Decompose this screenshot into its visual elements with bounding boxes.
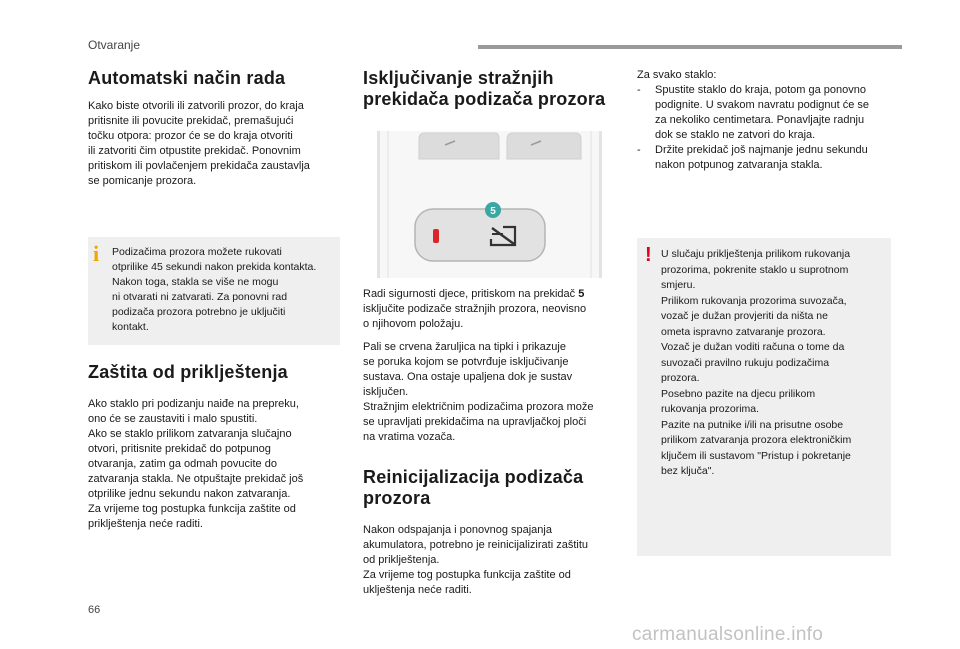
anti-pinch-text: Ako staklo pri podizanju naiđe na prepreku, ono će se zaustaviti i malo spustiti. Ako se staklo prilikom zatvaranja slučajno otvori, pritisnite prekidač do potpunog otvaranja, zatim ga odmah povucite do zatvaranja stakla. Ne otpuštajte prekidač još otprilike jednu sekundu nakon zatvaranja. Za vrijeme tog postupka funkcija zaštite od priklještenja neće raditi. bbox=[88, 398, 304, 530]
rear-window-switch-illustration bbox=[367, 131, 612, 278]
window-switch-front-left bbox=[419, 133, 499, 159]
child-lock-indicator-lamp bbox=[433, 229, 439, 243]
automatic-mode-text: Kako biste otvorili ili zatvorili prozor, do kraja pritisnite ili povucite prekidač, premašujući točku otpora: prozor će se do kraja otvoriti ili zatvoriti čim otpustite prekidač. Ponovnim pritiskom ili povlačenjem prekidača zaustavlja se pomicanje prozora. bbox=[88, 100, 310, 187]
heading-reinitialization: Reinicijalizacija podizača prozora bbox=[363, 467, 584, 508]
column-right bbox=[637, 68, 891, 556]
heading-automatic-mode: Automatski način rada bbox=[88, 68, 286, 88]
reinitialization-text: Nakon odspajanja i ponovnog spajanja akumulatora, potrebno je reinicijalizirati zaštitu od priklještenja. Za vrijeme tog postupka funkcija zaštite od uklještenja neće raditi. bbox=[363, 524, 588, 596]
warning-icon: ! bbox=[645, 244, 652, 266]
warning-note-text: U slučaju priklještenja prilikom rukovanja prozorima, pokrenite staklo u suprotnom smjeru. Prilikom rukovanja prozorima suvozača, vozač je dužan provjeriti da ništa ne ometa ispravno zatvaranje prozora. Vozač je dužan voditi računa o tome da suvozači pravilno rukuju podizačima prozora. Posebno pazite na djecu prilikom rukovanja prozorima. Pazite na putnike i/ili na prisutne osobe prilikom zatvaranja prozora elektroničkim ključem ili sustavom "Pristup i pokretanje bez ključa". bbox=[661, 248, 852, 477]
page-number: 66 bbox=[88, 604, 101, 616]
indicator-lamp-text: Pali se crvena žaruljica na tipki i prikazuje se poruka kojom se potvrđuje isključivanje sustava. Ona ostaje upaljena dok je sustav isključen. Stražnjim električnim podizačima prozora može se upravljati prekidačima na upravljačkoj ploči na vratima vozača. bbox=[363, 341, 594, 443]
header-divider-bar bbox=[478, 45, 902, 49]
panel-rib-left bbox=[377, 131, 380, 278]
info-note-text: Podizačima prozora možete rukovati otprilike 45 sekundi nakon prekida kontakta. Nakon toga, stakla se više ne mogu ni otvarati ni zatvarati. Za ponovni rad podizača prozora potrebno je uključiti kontakt. bbox=[112, 246, 317, 333]
procedure-steps bbox=[637, 83, 891, 173]
procedure-step: - Držite prekidač još najmanje jednu sekundu nakon potpunog zatvaranja stakla. bbox=[637, 144, 868, 171]
column-middle bbox=[363, 66, 617, 110]
window-switch-front-right bbox=[507, 133, 581, 159]
procedure-step: - Spustite staklo do kraja, potom ga ponovno podignite. U svakom navratu podignut će se za nekoliko centimetara. Ponavljajte radnju dok se staklo ne zatvori do kraja. bbox=[637, 84, 870, 141]
procedure-intro: Za svako staklo: bbox=[637, 69, 717, 81]
column-left bbox=[88, 66, 340, 532]
info-note-box bbox=[88, 237, 340, 345]
info-icon: i bbox=[93, 241, 100, 266]
heading-anti-pinch: Zaštita od priklještenja bbox=[88, 362, 288, 382]
panel-rib-right-2 bbox=[590, 131, 592, 278]
section-header-label: Otvaranje bbox=[88, 38, 141, 52]
heading-disable-rear-switches: Isključivanje stražnjih prekidača podizača prozora bbox=[363, 68, 606, 109]
callout-number: 5 bbox=[490, 206, 496, 217]
disable-rear-switches-text: Radi sigurnosti djece, pritiskom na prekidač 5 isključite podizače stražnjih prozora, neovisno o njihovom položaju. bbox=[363, 288, 587, 330]
panel-rib-left-2 bbox=[387, 131, 389, 278]
column-middle-body bbox=[363, 287, 617, 598]
panel-rib-right bbox=[599, 131, 602, 278]
watermark-text: carmanualsonline.info bbox=[632, 624, 824, 645]
warning-note-box bbox=[637, 238, 891, 556]
